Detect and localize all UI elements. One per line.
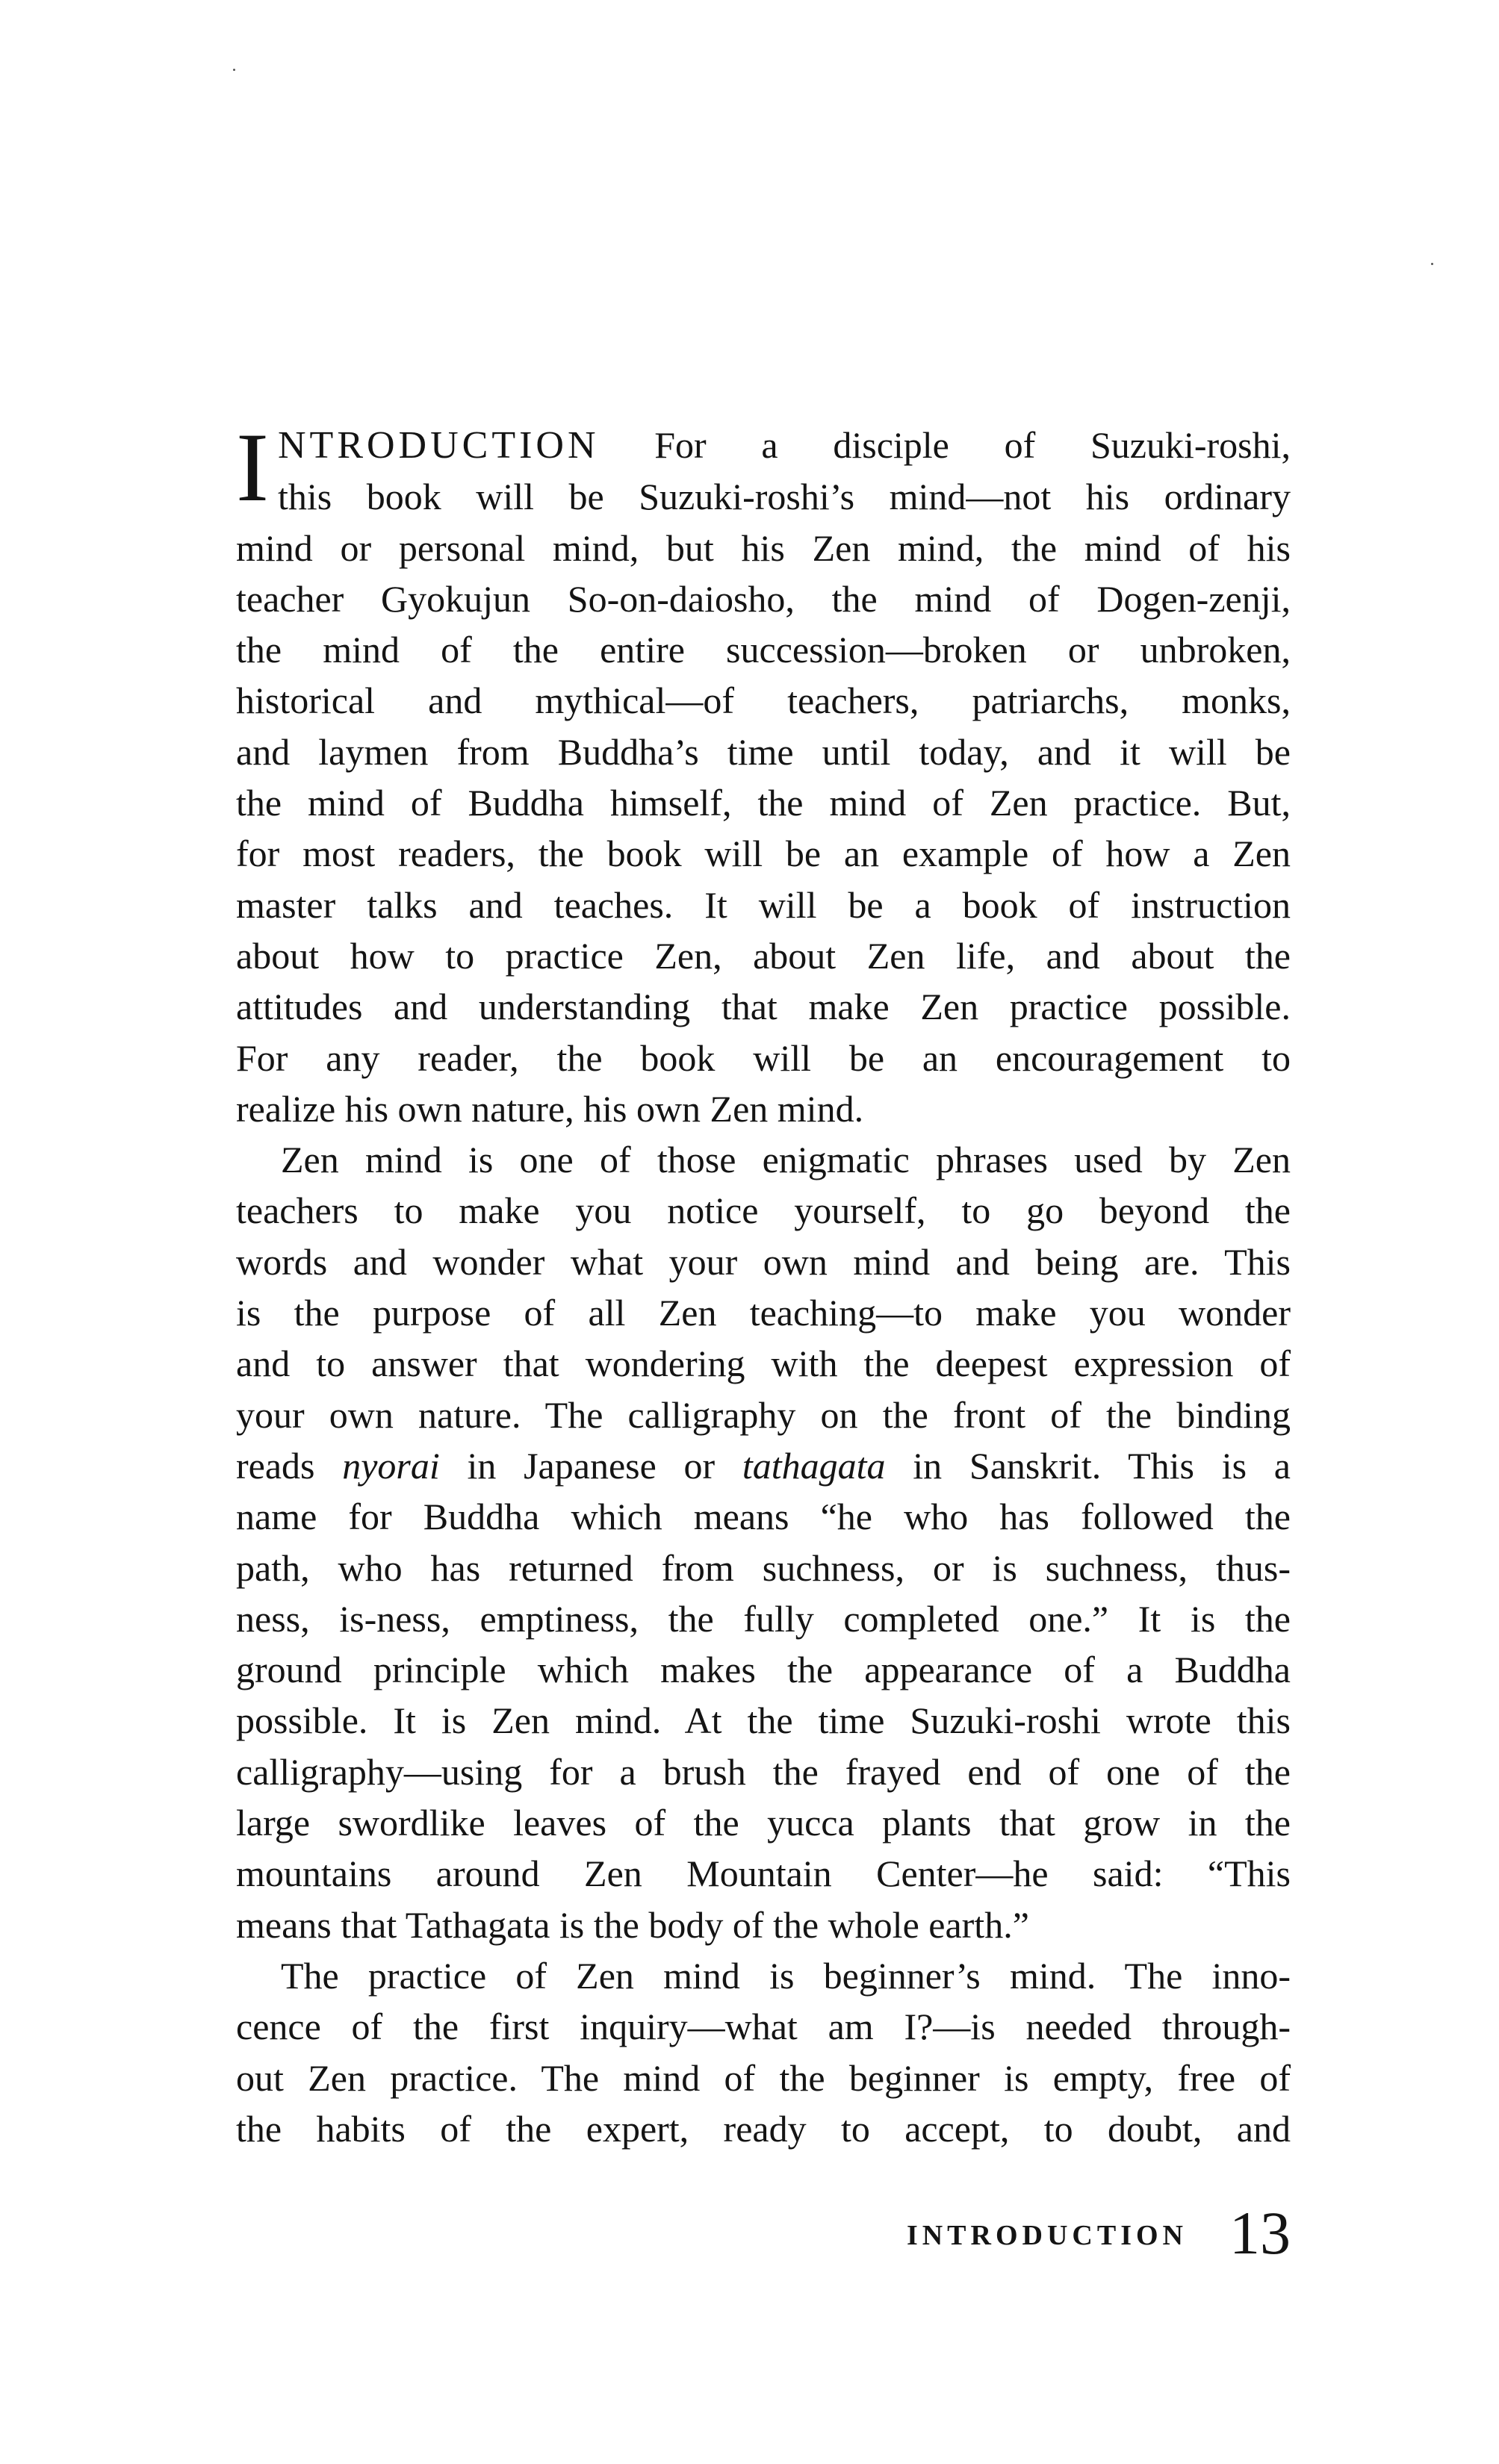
paragraph-line: words and wonder what your own mind and being are. This [236,1240,1291,1283]
italic-term-tathagata: tathagata [742,1444,886,1487]
paragraph-line-italic-terms [236,1440,1291,1491]
paragraph-line: For any reader, the book will be an encouragement to [236,1036,1291,1079]
page-number: 13 [1229,2199,1291,2267]
paragraph-line: realize his own nature, his own Zen mind. [236,1087,864,1130]
paragraph-line: large swordlike leaves of the yucca plants that grow in the [236,1802,1291,1844]
paragraph-line: this book will be Suzuki-roshi’s mind—not his ordinary [278,476,1291,518]
paragraph-line: historical and mythical—of teachers, patriarchs, monks, [236,679,1291,722]
paragraph-line: path, who has returned from suchness, or is suchness, thus- [236,1546,1291,1589]
italic-term-nyorai: nyorai [342,1444,440,1487]
line-text: in Sanskrit. This is a [885,1444,1291,1487]
chapter-heading: NTRODUCTION [278,424,600,467]
paragraph-1 [236,412,1291,1134]
running-head: INTRODUCTION [906,2220,1188,2251]
paragraph-line: for most readers, the book will be an example of how a Zen [236,833,1291,875]
drop-cap-initial: I [236,412,269,522]
line-text: For a disciple of Suzuki-roshi, [599,424,1291,466]
paragraph-line: teacher Gyokujun So-on-daiosho, the mind of Dogen-zenji, [236,577,1291,620]
paragraph-line: master talks and teaches. It will be a book of instruction [236,883,1291,926]
paragraph-line: the mind of the entire succession—broken or unbroken, [236,629,1291,671]
paragraph-line: possible. It is Zen mind. At the time Suzuki-roshi wrote this [236,1699,1291,1742]
paragraph-line: the habits of the expert, ready to accept, to doubt, and [236,2107,1291,2150]
body-text [236,412,1291,2154]
paragraph-line: the mind of Buddha himself, the mind of Zen practice. But, [236,782,1291,824]
paragraph-line: teachers to make you notice yourself, to go beyond the [236,1189,1291,1232]
page-footer [822,2199,1300,2270]
paragraph-line: cence of the first inquiry—what am I?—is needed through- [236,2006,1291,2048]
line-text: in Japanese or [439,1444,742,1487]
paragraph-line: attitudes and understanding that make Zen practice possible. [236,986,1291,1028]
paragraph-3 [236,1950,1291,2154]
paragraph-line: out Zen practice. The mind of the beginner is empty, free of [236,2056,1291,2099]
paragraph-line: mind or personal mind, but his Zen mind, the mind of his [236,526,1291,569]
paragraph-line: is the purpose of all Zen teaching—to make you wonder [236,1292,1291,1334]
paragraph-2 [236,1134,1291,1950]
paragraph-line: means that Tathagata is the body of the whole earth.” [236,1903,1029,1946]
paragraph-line: Zen mind is one of those enigmatic phrases used by Zen [281,1139,1291,1181]
paragraph-line: and laymen from Buddha’s time until today, and it will be [236,730,1291,773]
paragraph-line: mountains around Zen Mountain Center—he said: “This [236,1852,1291,1895]
paragraph-line: and to answer that wondering with the deepest expression of [236,1343,1291,1385]
scan-speck [233,69,235,71]
paragraph-line: your own nature. The calligraphy on the front of the binding [236,1393,1291,1436]
scan-speck [1431,263,1433,265]
paragraph-line: about how to practice Zen, about Zen life, and about the [236,934,1291,977]
paragraph-line: ground principle which makes the appearance of a Buddha [236,1649,1291,1691]
line-text: reads [236,1444,343,1487]
paragraph-line: ness, is-ness, emptiness, the fully completed one.” It is the [236,1597,1291,1640]
paragraph-line: calligraphy—using for a brush the frayed end of one of the [236,1750,1291,1793]
paragraph-line: The practice of Zen mind is beginner’s mind. The inno- [281,1954,1291,1997]
paragraph-line: name for Buddha which means “he who has followed the [236,1496,1291,1538]
